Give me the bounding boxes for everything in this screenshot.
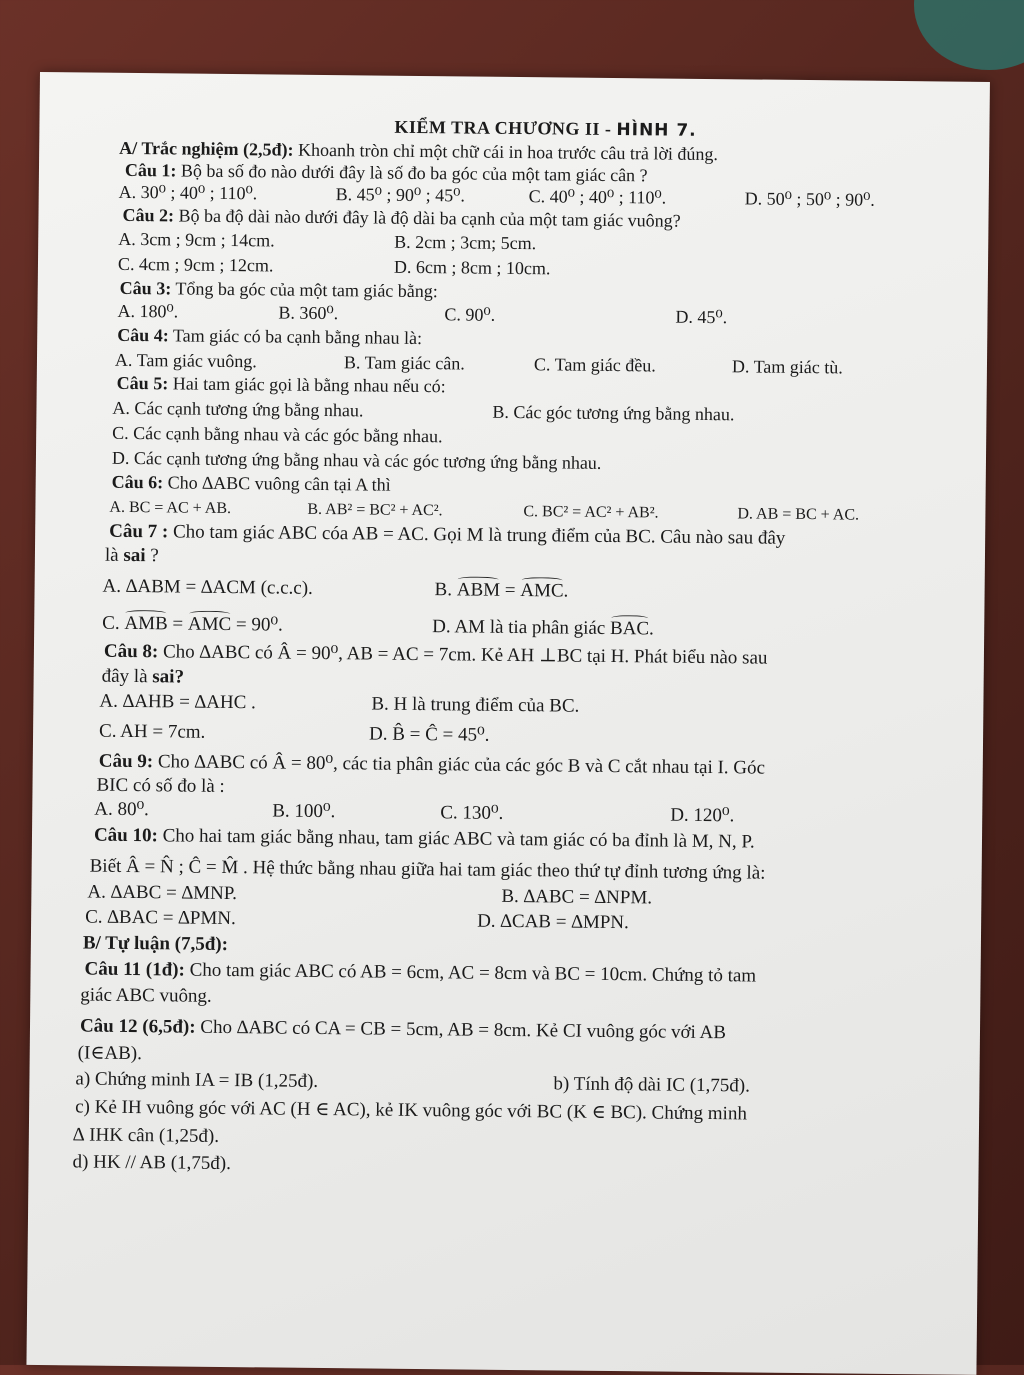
angle-amb: AMB [124,612,168,635]
q3-option-d: D. 45⁰. [675,306,728,328]
q10-option-c: C. ∆BAC = ∆PMN. [85,906,236,930]
q8-option-d: D. B̂ = Ĉ = 45⁰. [368,723,490,746]
q7-option-d: D. AM là tia phân giác BAC. [432,616,654,640]
q6-option-b: B. AB² = BC² + AC². [307,500,443,520]
q5-option-d: D. Các cạnh tương ứng bằng nhau và các góc tương ứng bằng nhau. [111,447,602,473]
question-8-line-2: đây là sai? [101,665,185,688]
q1-option-b: B. 45⁰ ; 90⁰ ; 45⁰. [335,184,465,206]
part-b-heading: B/ Tự luận (7,5đ): [82,932,229,956]
question-9-line-2: BIC có số đo là : [96,774,225,797]
q6-option-d: D. AB = BC + AC. [737,505,860,524]
q12-part-a: a) Chứng minh IA = IB (1,25đ). [75,1068,319,1092]
question-10-line-2: Biết Â = N̂ ; Ĉ = M̂ . Hệ thức bằng nhau giữa hai tam giác theo thứ tự đỉnh tương ứng là: [89,855,766,884]
question-12: Câu 12 (6,5đ): Cho ∆ABC có CA = CB = 5cm, AB = 8cm. Kẻ CI vuông góc với AB [79,1015,727,1044]
q3-option-a: A. 180⁰. [117,300,179,322]
angle-bac: BAC [609,618,650,640]
q5-option-b: B. Các góc tương ứng bằng nhau. [492,401,735,425]
background-object [914,0,1024,70]
q3-option-c: C. 90⁰. [444,304,496,325]
exam-title: KIỂM TRA CHƯƠNG II - HÌNH 7. [394,116,697,141]
q6-option-c: C. BC² = AC² + AB². [523,503,659,522]
q2-option-d: D. 6cm ; 8cm ; 10cm. [393,256,551,279]
q9-option-a: A. 80⁰. [94,798,149,821]
q4-option-b: B. Tam giác cân. [343,352,465,374]
q7-option-b: B. ABM = AMC. [434,579,569,602]
q2-option-c: C. 4cm ; 9cm ; 12cm. [117,253,274,276]
question-4: Câu 4: Tam giác có ba cạnh bằng nhau là: [117,324,423,349]
q9-option-d: D. 120⁰. [670,804,735,827]
question-5: Câu 5: Hai tam giác gọi là bằng nhau nếu có: [116,372,446,397]
angle-amc-2: AMC [187,613,232,636]
q6-option-a: A. BC = AC + AB. [109,498,232,518]
question-11-line-2: giác ABC vuông. [80,984,212,1007]
q7-option-c: C. AMB = AMC = 90⁰. [102,612,283,636]
angle-abm: ABM [456,579,501,601]
handwritten-note: HÌNH 7. [616,120,697,141]
q4-option-a: A. Tam giác vuông. [114,349,257,372]
q4-option-c: C. Tam giác đều. [533,354,656,376]
part-a-heading: A/ Trắc nghiệm (2,5đ): Khoanh tròn chỉ một chữ cái in hoa trước câu trả lời đúng. [119,137,719,165]
q8-option-b: B. H là trung điểm của BC. [371,693,580,717]
q1-option-d: D. 50⁰ ; 50⁰ ; 90⁰. [744,188,875,210]
q12-part-d: d) HK // AB (1,75đ). [72,1151,232,1175]
question-9: Câu 9: Cho ∆ABC có Â = 80⁰, các tia phân giác của các góc B và C cắt nhau tại I. Góc [98,750,766,779]
q8-option-c: C. AH = 7cm. [98,720,206,743]
question-11: Câu 11 (1đ): Cho tam giác ABC có AB = 6cm, AC = 8cm và BC = 10cm. Chứng tỏ tam [84,958,757,987]
question-6: Câu 6: Cho ∆ABC vuông cân tại A thì [111,471,391,495]
angle-amc: AMC [520,580,564,602]
q4-option-d: D. Tam giác tù. [731,356,843,378]
question-3: Câu 3: Tổng ba góc của một tam giác bằng: [119,277,438,302]
exam-paper [26,72,989,1375]
question-10: Câu 10: Cho hai tam giác bằng nhau, tam giác ABC và tam giác có ba đỉnh là M, N, P. [93,824,755,853]
q2-option-b: B. 2cm ; 3cm; 5cm. [394,231,537,254]
q7-option-a: A. ∆ABM = ∆ACM (c.c.c). [102,575,313,599]
exam-content [40,72,990,1175]
q10-option-d: D. ∆CAB = ∆MPN. [477,910,629,934]
q12-part-c-line-2: ∆ IHK cân (1,25đ). [72,1124,220,1147]
q10-option-a: A. ∆ABC = ∆MNP. [87,881,238,905]
question-12-line-2: (I∈AB). [77,1042,143,1065]
q5-option-a: A. Các cạnh tương ứng bằng nhau. [112,397,364,421]
q12-part-b: b) Tính độ dài IC (1,75đ). [553,1073,751,1097]
q1-option-c: C. 40⁰ ; 40⁰ ; 110⁰. [528,186,667,208]
q1-option-a: A. 30⁰ ; 40⁰ ; 110⁰. [118,181,258,204]
question-2: Câu 2: Bộ ba độ dài nào dưới đây là độ dài ba cạnh của một tam giác vuông? [122,204,681,231]
q2-option-a: A. 3cm ; 9cm ; 14cm. [118,228,275,251]
q3-option-b: B. 360⁰. [278,302,339,324]
q12-part-c: c) Kẻ IH vuông góc với AC (H ∈ AC), kẻ IK vuông góc với BC (K ∈ BC). Chứng minh [75,1096,748,1125]
question-8: Câu 8: Cho ∆ABC có Â = 90⁰, AB = AC = 7cm. Kẻ AH ⊥BC tại H. Phát biểu nào sau [103,640,768,669]
q9-option-b: B. 100⁰. [272,800,336,823]
q10-option-b: B. ∆ABC = ∆NPM. [501,885,653,909]
question-7: Câu 7 : Cho tam giác ABC cóa AB = AC. Gọi M là trung điểm của BC. Câu nào sau đây [109,520,786,549]
q9-option-c: C. 130⁰. [440,802,504,824]
q5-option-c: C. Các cạnh bằng nhau và các góc bằng nhau. [112,422,443,447]
q8-option-a: A. ∆AHB = ∆AHC . [99,690,256,714]
question-7-line-2: là sai ? [104,544,159,567]
question-1: Câu 1: Bộ ba số đo nào dưới đây là số đo ba góc của một tam giác cân ? [124,159,648,186]
